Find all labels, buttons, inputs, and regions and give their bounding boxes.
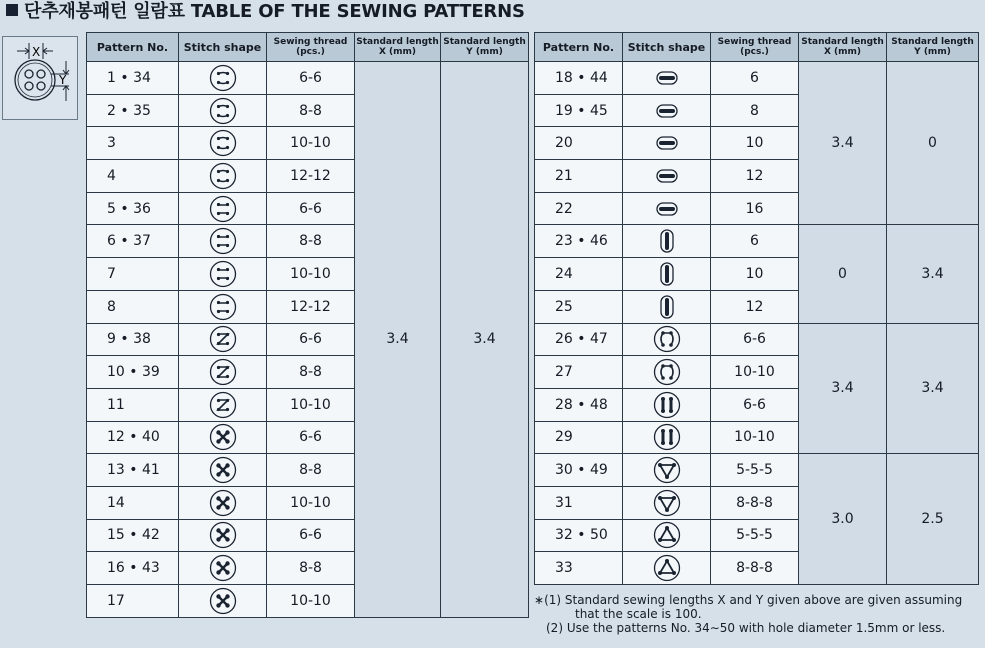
triangle-down-icon bbox=[653, 456, 681, 484]
header-sewing-thread: Sewing thread (pcs.) bbox=[711, 33, 799, 62]
pattern-number: 3 bbox=[87, 127, 179, 160]
pattern-number: 28 • 48 bbox=[535, 388, 623, 421]
stitch-shape-cell bbox=[179, 323, 267, 356]
two-hole-horizontal-icon bbox=[209, 162, 237, 190]
stitch-shape-cell bbox=[623, 192, 711, 225]
pattern-number: 9 • 38 bbox=[87, 323, 179, 356]
bar-vertical-icon bbox=[653, 260, 681, 288]
bar-vertical-icon bbox=[653, 227, 681, 255]
standard-length-y: 3.4 bbox=[441, 62, 529, 618]
four-hole-cross-icon bbox=[209, 554, 237, 582]
pattern-number: 14 bbox=[87, 486, 179, 519]
four-hole-z-icon bbox=[209, 325, 237, 353]
header-stitch-shape: Stitch shape bbox=[179, 33, 267, 62]
standard-length-x: 3.4 bbox=[799, 62, 887, 225]
bar-vertical-icon bbox=[653, 293, 681, 321]
stitch-shape-cell bbox=[179, 127, 267, 160]
sewing-thread: 8-8-8 bbox=[711, 552, 799, 585]
sewing-thread: 6-6 bbox=[267, 192, 355, 225]
pattern-number: 25 bbox=[535, 290, 623, 323]
sewing-thread: 5-5-5 bbox=[711, 454, 799, 487]
table-row bbox=[535, 62, 979, 95]
sewing-thread: 10-10 bbox=[711, 356, 799, 389]
sewing-thread: 10-10 bbox=[267, 258, 355, 291]
pattern-number: 2 • 35 bbox=[87, 94, 179, 127]
sewing-thread: 8-8-8 bbox=[711, 486, 799, 519]
four-hole-cross-icon bbox=[209, 521, 237, 549]
stitch-shape-cell bbox=[623, 94, 711, 127]
pattern-number: 11 bbox=[87, 388, 179, 421]
sewing-thread: 12-12 bbox=[267, 290, 355, 323]
stitch-shape-cell bbox=[623, 552, 711, 585]
stitch-shape-cell bbox=[179, 62, 267, 95]
pattern-number: 24 bbox=[535, 258, 623, 291]
pattern-number: 12 • 40 bbox=[87, 421, 179, 454]
two-hole-horizontal-icon bbox=[209, 97, 237, 125]
header-stitch-shape: Stitch shape bbox=[623, 33, 711, 62]
stitch-shape-cell bbox=[623, 486, 711, 519]
stitch-shape-cell bbox=[623, 519, 711, 552]
legend-x-label: X bbox=[32, 45, 41, 59]
pattern-number: 8 bbox=[87, 290, 179, 323]
four-hole-cross-icon bbox=[209, 423, 237, 451]
sewing-thread: 10-10 bbox=[267, 585, 355, 618]
sewing-thread: 10-10 bbox=[267, 486, 355, 519]
sewing-thread: 8-8 bbox=[267, 552, 355, 585]
stitch-shape-cell bbox=[179, 94, 267, 127]
bar-horizontal-icon bbox=[653, 129, 681, 157]
pattern-number: 31 bbox=[535, 486, 623, 519]
sewing-thread: 10 bbox=[711, 127, 799, 160]
four-hole-z-icon bbox=[209, 391, 237, 419]
sewing-thread: 6-6 bbox=[711, 388, 799, 421]
pattern-number: 30 • 49 bbox=[535, 454, 623, 487]
legend-y-label: Y bbox=[59, 73, 67, 87]
stitch-shape-cell bbox=[179, 585, 267, 618]
pattern-number: 7 bbox=[87, 258, 179, 291]
sewing-thread: 10 bbox=[711, 258, 799, 291]
stitch-shape-cell bbox=[623, 160, 711, 193]
sewing-thread: 10-10 bbox=[711, 421, 799, 454]
bar-horizontal-icon bbox=[653, 162, 681, 190]
page-title bbox=[6, 0, 981, 24]
two-bar-vertical-icon bbox=[653, 358, 681, 386]
sewing-thread: 8-8 bbox=[267, 94, 355, 127]
four-hole-parallel-icon bbox=[209, 227, 237, 255]
two-hole-horizontal-icon bbox=[209, 64, 237, 92]
sewing-thread: 12-12 bbox=[267, 160, 355, 193]
sewing-thread: 10-10 bbox=[267, 388, 355, 421]
header-standard-length-y: Standard length Y (mm) bbox=[887, 33, 979, 62]
standard-length-y: 2.5 bbox=[887, 454, 979, 585]
header-standard-length-y: Standard length Y (mm) bbox=[441, 33, 529, 62]
two-loop-vertical-icon bbox=[653, 423, 681, 451]
stitch-shape-cell bbox=[179, 192, 267, 225]
pattern-number: 1 • 34 bbox=[87, 62, 179, 95]
two-bar-vertical-icon bbox=[653, 325, 681, 353]
pattern-number: 23 • 46 bbox=[535, 225, 623, 258]
standard-length-y: 3.4 bbox=[887, 323, 979, 454]
stitch-shape-cell bbox=[179, 225, 267, 258]
triangle-up-icon bbox=[653, 521, 681, 549]
table-row bbox=[535, 454, 979, 487]
sewing-thread: 6-6 bbox=[267, 519, 355, 552]
xy-legend-diagram bbox=[2, 36, 78, 120]
header-pattern-no: Pattern No. bbox=[535, 33, 623, 62]
pattern-number: 13 • 41 bbox=[87, 454, 179, 487]
stitch-shape-cell bbox=[623, 127, 711, 160]
sewing-thread: 12 bbox=[711, 160, 799, 193]
bullet-square-icon bbox=[6, 4, 18, 16]
two-hole-horizontal-icon bbox=[209, 129, 237, 157]
sewing-thread: 6-6 bbox=[267, 421, 355, 454]
stitch-shape-cell bbox=[179, 160, 267, 193]
sewing-thread: 12 bbox=[711, 290, 799, 323]
sewing-thread: 16 bbox=[711, 192, 799, 225]
stitch-shape-cell bbox=[179, 290, 267, 323]
bar-horizontal-icon bbox=[653, 97, 681, 125]
footnote-1: ∗(1) Standard sewing lengths X and Y given above are given assuming bbox=[534, 593, 963, 607]
title-korean: 단추재봉패턴 일람표 bbox=[24, 1, 185, 22]
footnotes bbox=[534, 593, 982, 635]
pattern-number: 21 bbox=[535, 160, 623, 193]
four-hole-cross-icon bbox=[209, 456, 237, 484]
pattern-number: 29 bbox=[535, 421, 623, 454]
standard-length-y: 0 bbox=[887, 62, 979, 225]
stitch-shape-cell bbox=[623, 323, 711, 356]
pattern-number: 16 • 43 bbox=[87, 552, 179, 585]
bar-horizontal-icon bbox=[653, 195, 681, 223]
stitch-shape-cell bbox=[623, 225, 711, 258]
bar-horizontal-icon bbox=[653, 64, 681, 92]
stitch-shape-cell bbox=[179, 356, 267, 389]
pattern-number: 19 • 45 bbox=[535, 94, 623, 127]
sewing-thread: 6 bbox=[711, 62, 799, 95]
sewing-thread: 8-8 bbox=[267, 454, 355, 487]
standard-length-x: 3.4 bbox=[355, 62, 441, 618]
header-standard-length-x: Standard length X (mm) bbox=[799, 33, 887, 62]
pattern-number: 4 bbox=[87, 160, 179, 193]
sewing-thread: 6-6 bbox=[267, 62, 355, 95]
stitch-shape-cell bbox=[623, 454, 711, 487]
sewing-pattern-table-left bbox=[86, 32, 529, 618]
sewing-thread: 6 bbox=[711, 225, 799, 258]
pattern-number: 5 • 36 bbox=[87, 192, 179, 225]
standard-length-y: 3.4 bbox=[887, 225, 979, 323]
standard-length-x: 3.0 bbox=[799, 454, 887, 585]
title-english: TABLE OF THE SEWING PATTERNS bbox=[190, 1, 525, 22]
pattern-number: 6 • 37 bbox=[87, 225, 179, 258]
header-sewing-thread: Sewing thread (pcs.) bbox=[267, 33, 355, 62]
stitch-shape-cell bbox=[623, 421, 711, 454]
pattern-number: 22 bbox=[535, 192, 623, 225]
stitch-shape-cell bbox=[179, 454, 267, 487]
pattern-number: 15 • 42 bbox=[87, 519, 179, 552]
pattern-number: 20 bbox=[535, 127, 623, 160]
pattern-number: 10 • 39 bbox=[87, 356, 179, 389]
stitch-shape-cell bbox=[179, 388, 267, 421]
standard-length-x: 0 bbox=[799, 225, 887, 323]
four-hole-z-icon bbox=[209, 358, 237, 386]
pattern-number: 33 bbox=[535, 552, 623, 585]
table-row bbox=[535, 225, 979, 258]
sewing-thread: 6-6 bbox=[711, 323, 799, 356]
sewing-thread: 8-8 bbox=[267, 356, 355, 389]
sewing-thread: 6-6 bbox=[267, 323, 355, 356]
two-loop-vertical-icon bbox=[653, 391, 681, 419]
stitch-shape-cell bbox=[623, 388, 711, 421]
sewing-thread: 5-5-5 bbox=[711, 519, 799, 552]
stitch-shape-cell bbox=[179, 486, 267, 519]
stitch-shape-cell bbox=[179, 258, 267, 291]
table-row bbox=[87, 62, 529, 95]
table-row bbox=[535, 323, 979, 356]
stitch-shape-cell bbox=[623, 290, 711, 323]
pattern-number: 18 • 44 bbox=[535, 62, 623, 95]
triangle-down-icon bbox=[653, 489, 681, 517]
footnote-1-continued: that the scale is 100. bbox=[575, 607, 702, 621]
stitch-shape-cell bbox=[179, 552, 267, 585]
sewing-thread: 10-10 bbox=[267, 127, 355, 160]
pattern-number: 32 • 50 bbox=[535, 519, 623, 552]
pattern-number: 27 bbox=[535, 356, 623, 389]
four-hole-parallel-icon bbox=[209, 293, 237, 321]
header-standard-length-x: Standard length X (mm) bbox=[355, 33, 441, 62]
sewing-pattern-table-right bbox=[534, 32, 979, 585]
four-hole-parallel-icon bbox=[209, 260, 237, 288]
stitch-shape-cell bbox=[179, 519, 267, 552]
stitch-shape-cell bbox=[179, 421, 267, 454]
triangle-up-icon bbox=[653, 554, 681, 582]
sewing-thread: 8 bbox=[711, 94, 799, 127]
four-hole-cross-icon bbox=[209, 489, 237, 517]
stitch-shape-cell bbox=[623, 258, 711, 291]
standard-length-x: 3.4 bbox=[799, 323, 887, 454]
four-hole-parallel-icon bbox=[209, 195, 237, 223]
stitch-shape-cell bbox=[623, 356, 711, 389]
stitch-shape-cell bbox=[623, 62, 711, 95]
pattern-number: 26 • 47 bbox=[535, 323, 623, 356]
pattern-number: 17 bbox=[87, 585, 179, 618]
four-hole-cross-icon bbox=[209, 587, 237, 615]
sewing-thread: 8-8 bbox=[267, 225, 355, 258]
footnote-2: (2) Use the patterns No. 34∼50 with hole diameter 1.5mm or less. bbox=[546, 621, 946, 635]
header-pattern-no: Pattern No. bbox=[87, 33, 179, 62]
